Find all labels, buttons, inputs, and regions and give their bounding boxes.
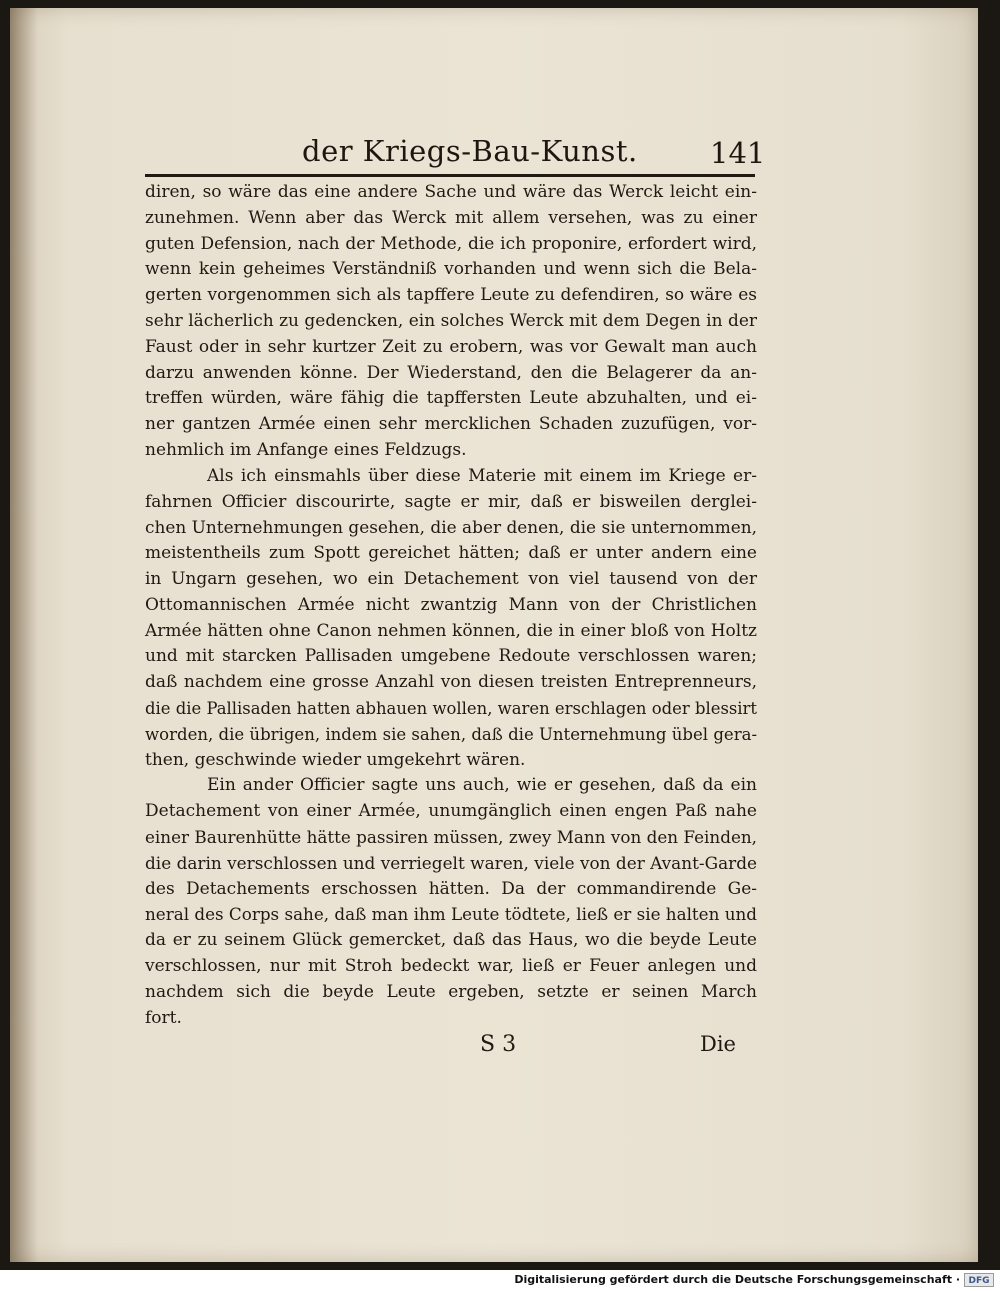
text-line: treffen würden, wäre fähig die tapffersten Leute abzuhalten, und ei- — [145, 388, 757, 409]
text-line: einer Baurenhütte hätte passiren müssen, zwey Mann von den Feinden, — [145, 826, 757, 847]
text-line: wenn kein geheimes Verständniß vorhanden und wenn sich die Bela- — [145, 259, 757, 280]
dfg-logo: DFG — [964, 1273, 994, 1287]
spine-shadow — [10, 8, 38, 1262]
text-line: then, geschwinde wieder umgekehrt wären. — [145, 749, 526, 770]
page-header — [10, 130, 978, 180]
text-line: guten Defension, nach der Methode, die ich proponire, erfordert wird, — [145, 233, 757, 254]
text-line: die darin verschlossen und verriegelt waren, viele von der Avant-Garde — [145, 852, 757, 873]
catchword: Die — [700, 1032, 736, 1056]
text-line: worden, die übrigen, indem sie sahen, daß die Unternehmung übel gera- — [145, 724, 758, 744]
text-line: neral des Corps sahe, daß man ihm Leute tödtete, ließ er sie halten und — [145, 904, 757, 925]
page-footer — [10, 1032, 978, 1072]
text-line: und mit starcken Pallisaden umgebene Redoute verschlossen waren; — [145, 646, 757, 667]
text-line: die die Pallisaden hatten abhauen wollen, waren erschlagen oder blessirt — [145, 698, 757, 718]
text-line: nachdem sich die beyde Leute ergeben, setzte er seinen March — [145, 981, 757, 1002]
text-line: Ottomannischen Armée nicht zwantzig Mann von der Christlichen — [145, 594, 757, 615]
page-number: 141 — [710, 136, 766, 170]
text-line: meistentheils zum Spott gereichet hätten; daß er unter andern eine — [145, 543, 757, 564]
text-line: sehr lächerlich zu gedencken, ein solches Werck mit dem Degen in der — [145, 310, 757, 331]
signature-mark: S 3 — [480, 1032, 517, 1057]
text-line: Faust oder in sehr kurtzer Zeit zu erobern, was vor Gewalt man auch — [145, 336, 757, 357]
text-line: Detachement von einer Armée, unumgänglich einen engen Paß nahe — [145, 801, 757, 822]
running-title: der Kriegs-Bau-Kunst. — [302, 134, 638, 168]
text-line: fahrnen Officier discourirte, sagte er mir, daß er bisweilen derglei- — [145, 491, 757, 512]
text-line: in Ungarn gesehen, wo ein Detachement von viel tausend von der — [145, 568, 757, 589]
text-line: daß nachdem eine grosse Anzahl von diesen treisten Entreprenneurs, — [145, 672, 757, 693]
text-line: darzu anwenden könne. Der Wiederstand, den die Belagerer da an- — [145, 362, 757, 383]
text-line: nehmlich im Anfange eines Feldzugs. — [145, 439, 467, 460]
text-line: Als ich einsmahls über diese Materie mit einem im Kriege er- — [207, 465, 757, 486]
text-line: diren, so wäre das eine andere Sache und wäre das Werck leicht ein- — [145, 182, 757, 202]
text-line: ner gantzen Armée einen sehr mercklichen Schaden zuzufügen, vor- — [145, 414, 757, 435]
text-line: gerten vorgenommen sich als tapffere Leute zu defendiren, so wäre es — [145, 285, 757, 306]
text-line: fort. — [145, 1007, 182, 1028]
text-line: des Detachements erschossen hätten. Da der commandirende Ge- — [145, 878, 757, 899]
body-text — [145, 180, 757, 1031]
text-line: chen Unternehmungen gesehen, die aber denen, die sie unternommen, — [145, 517, 757, 538]
text-line: da er zu seinem Glück gemercket, daß das Haus, wo die beyde Leute — [145, 930, 757, 951]
header-rule — [145, 174, 755, 177]
text-line: Armée hätten ohne Canon nehmen können, die in einer bloß von Holtz — [145, 620, 757, 641]
text-line: zunehmen. Wenn aber das Werck mit allem versehen, was zu einer — [145, 207, 757, 228]
text-line: Ein ander Officier sagte uns auch, wie er gesehen, daß da ein — [207, 775, 757, 796]
credit-bar — [0, 1270, 1000, 1291]
text-line: verschlossen, nur mit Stroh bedeckt war, ließ er Feuer anlegen und — [145, 955, 757, 976]
credit-text: Digitalisierung gefördert durch die Deutsche Forschungsgemeinschaft · — [514, 1273, 960, 1286]
book-page — [10, 8, 978, 1262]
